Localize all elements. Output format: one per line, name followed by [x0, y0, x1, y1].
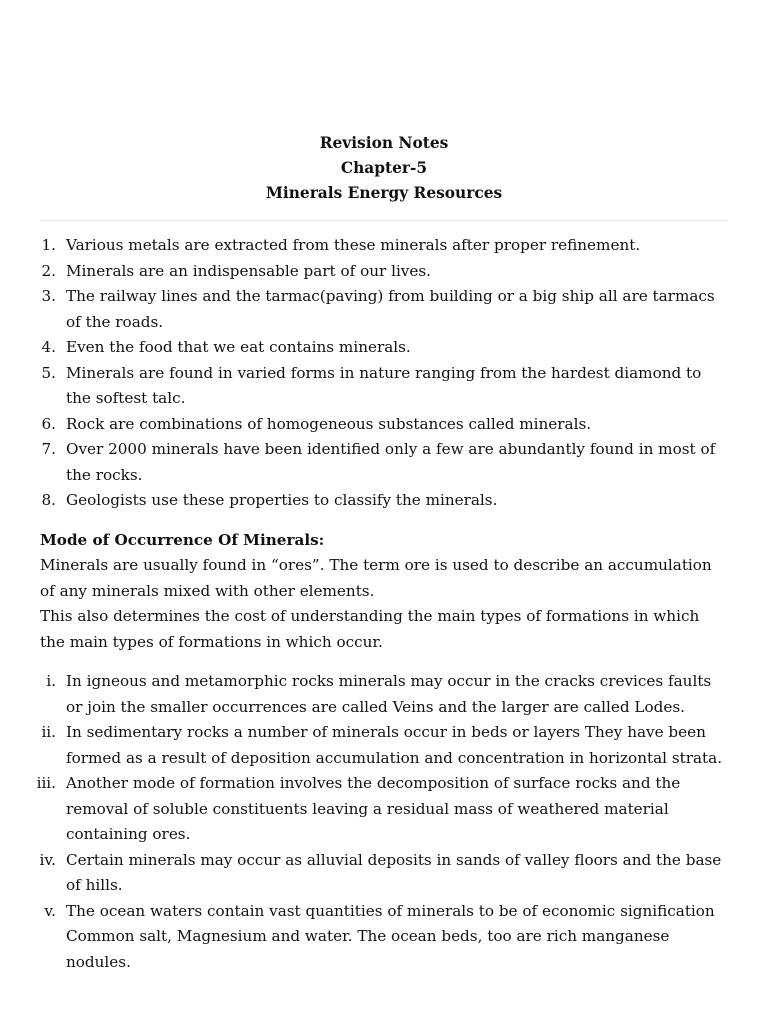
list-item-text: Over 2000 minerals have been identified only a few are abundantly found in most of the rocks. [66, 440, 716, 484]
heading-title: Minerals Energy Resources [265, 184, 503, 202]
section-title: Mode of Occurrence Of Minerals: [40, 530, 325, 549]
list-item [40, 412, 728, 438]
heading-revision-notes: Revision Notes [319, 134, 449, 152]
list-marker: v. [44, 901, 56, 920]
list-item [40, 437, 728, 488]
list-item [40, 899, 728, 976]
numbered-list [40, 233, 728, 514]
list-marker: 2. [41, 261, 56, 280]
roman-list [36, 669, 728, 975]
list-item [40, 284, 728, 335]
list-item-text: In sedimentary rocks a number of minerals occur in beds or layers They have been formed as a result of deposition accumulation and concentration in horizontal strata. [66, 723, 723, 767]
list-item-text: Another mode of formation involves the decomposition of surface rocks and the removal of soluble constituents leaving a residual mass of weathered material containing ores. [66, 774, 681, 843]
list-item [40, 233, 728, 259]
list-item [36, 771, 728, 848]
list-marker: ii. [41, 723, 56, 741]
list-marker: 8. [41, 491, 56, 509]
list-marker: iv. [39, 850, 56, 869]
divider [40, 220, 728, 221]
list-item-text: Rock are combinations of homogeneous substances called minerals. [66, 414, 592, 433]
list-marker: iii. [36, 774, 56, 792]
list-item [40, 259, 728, 285]
list-item [40, 669, 728, 720]
list-marker: 1. [41, 236, 56, 254]
list-marker: 7. [41, 440, 56, 458]
paragraph: Minerals are usually found in “ores”. The term ore is used to describe an accumulation of any minerals mixed with other elements. [40, 556, 712, 600]
list-item-text: In igneous and metamorphic rocks minerals may occur in the cracks crevices faults or join the smaller occurrences are called Veins and the larger are called Lodes. [66, 672, 712, 716]
list-item-text: Even the food that we eat contains minerals. [66, 338, 411, 356]
list-item-text: Certain minerals may occur as alluvial deposits in sands of valley floors and the base of hills. [66, 850, 722, 894]
list-item-text: Geologists use these properties to classify the minerals. [66, 491, 498, 509]
list-item [40, 361, 728, 412]
list-item-text: Minerals are an indispensable part of our lives. [66, 261, 431, 280]
list-item [40, 335, 728, 361]
list-marker: 3. [41, 287, 56, 305]
paragraph: This also determines the cost of understanding the main types of formations in which the main types of formations in which occur. [40, 607, 700, 651]
list-item [40, 488, 728, 514]
list-marker: 5. [41, 363, 56, 382]
list-item-text: Various metals are extracted from these minerals after proper refinement. [66, 236, 641, 254]
list-marker: i. [46, 672, 56, 690]
list-item-text: The ocean waters contain vast quantities of minerals to be of economic signification Common salt, Magnesium and water. The ocean beds, too are rich manganese nodules. [66, 901, 715, 971]
list-item-text: The railway lines and the tarmac(paving) from building or a big ship all are tarmacs of the roads. [66, 287, 715, 331]
list-marker: 4. [41, 338, 56, 356]
list-item [40, 848, 728, 899]
list-item-text: Minerals are found in varied forms in nature ranging from the hardest diamond to the softest talc. [66, 363, 702, 407]
list-item [40, 720, 728, 771]
document-page [36, 131, 728, 975]
heading-chapter: Chapter-5 [340, 159, 428, 177]
list-marker: 6. [41, 414, 56, 433]
